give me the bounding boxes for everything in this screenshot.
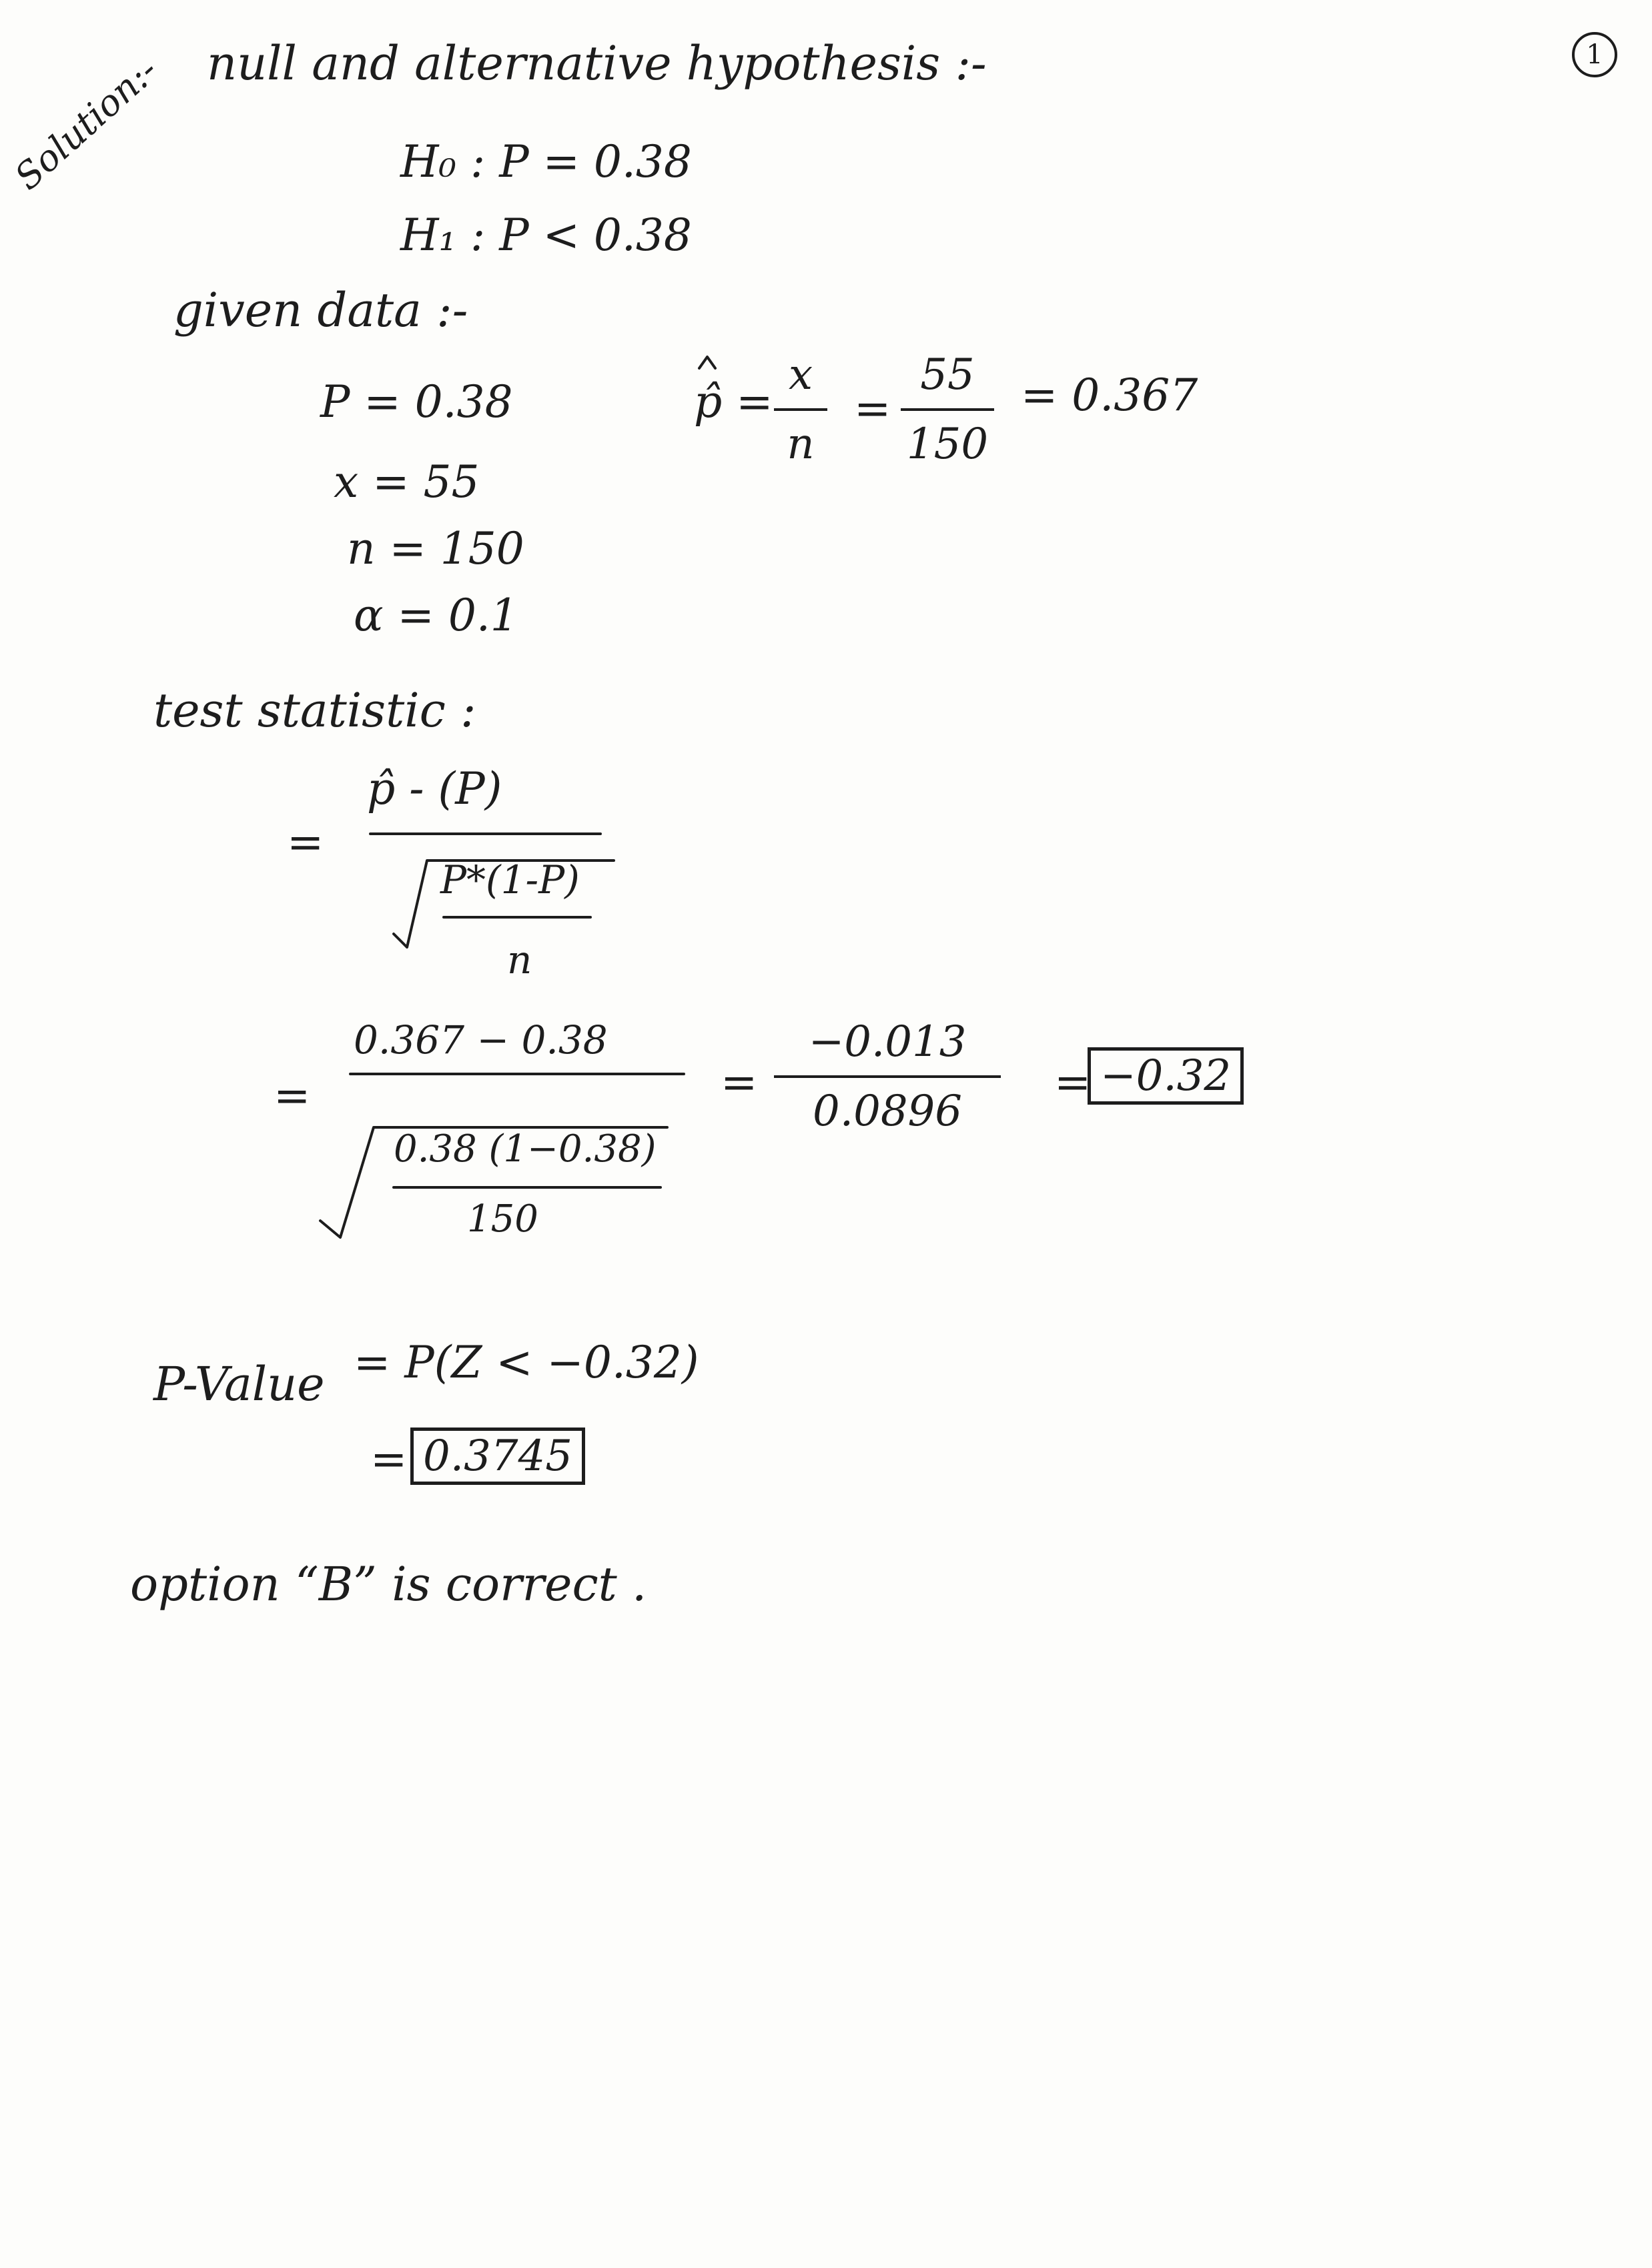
pvalue-eq: = — [370, 1434, 408, 1485]
phat-result: = 0.367 — [1021, 370, 1198, 421]
conclusion: option “B” is correct . — [130, 1557, 647, 1612]
formula-den-num: P*(1-P) — [440, 857, 580, 903]
formula-num: p̂ - (P) — [367, 763, 502, 814]
pvalue-expr: = P(Z < −0.32) — [354, 1337, 699, 1388]
calc-eq3: = — [1054, 1057, 1092, 1108]
test-statistic-label: test statistic : — [153, 683, 476, 738]
calc-den-den: 150 — [467, 1197, 538, 1241]
calc-eq2: = — [721, 1057, 758, 1108]
given-n: n = 150 — [347, 523, 524, 574]
heading: null and alternative hypothesis :- — [207, 36, 987, 91]
calc-den2: 0.0896 — [813, 1087, 962, 1136]
given-x: x = 55 — [334, 456, 480, 508]
given-alpha: α = 0.1 — [354, 590, 518, 641]
given-p: P = 0.38 — [320, 376, 513, 428]
phat-den: 150 — [906, 420, 989, 469]
null-hypothesis: H₀ : P = 0.38 — [400, 136, 692, 187]
calc-eq1: = — [274, 1070, 311, 1121]
phat-num: 55 — [920, 350, 975, 400]
calc-radical — [320, 1127, 667, 1241]
calc-num: 0.367 − 0.38 — [354, 1017, 608, 1063]
pvalue-label: P-Value — [153, 1357, 325, 1411]
phat-x: x — [788, 350, 813, 400]
phat-eq: = — [854, 383, 891, 434]
given-data-label: given data :- — [173, 283, 468, 338]
page-number-text: 1 — [1586, 39, 1603, 70]
z-statistic-box: −0.32 — [1088, 1047, 1244, 1105]
formula-radical — [394, 857, 614, 947]
phat-n: n — [787, 420, 815, 469]
formula-den-den: n — [507, 937, 532, 983]
calc-den-num: 0.38 (1−0.38) — [394, 1127, 657, 1171]
alternative-hypothesis: H₁ : P < 0.38 — [400, 209, 692, 261]
phat-lhs: p̂ = — [694, 376, 773, 428]
formula-eq: = — [287, 816, 324, 868]
pvalue-box: 0.3745 — [410, 1428, 585, 1485]
phat-hat — [699, 357, 715, 368]
solution-label: Solution:- — [7, 49, 166, 198]
calc-num2: −0.013 — [808, 1017, 967, 1067]
